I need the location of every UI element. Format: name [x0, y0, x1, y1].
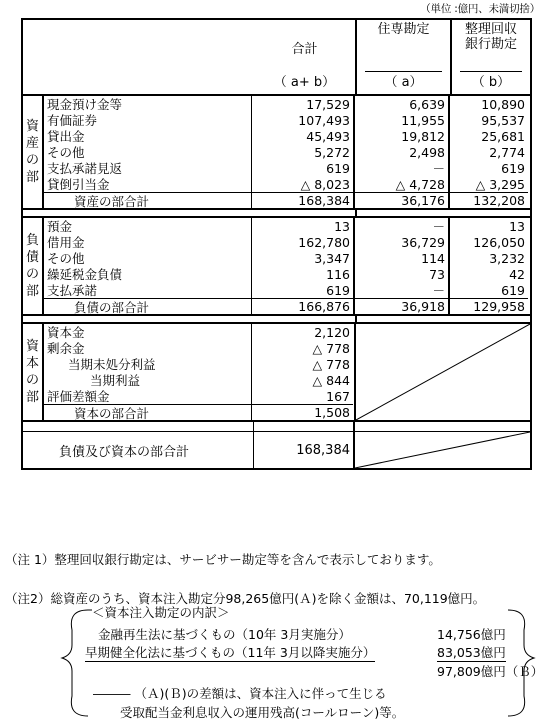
liabilities-total-row: 負債の部合計 166,876 36,918 129,958 [44, 298, 530, 314]
header-total-sub: （ a+ b） [273, 75, 336, 90]
capital-section [23, 324, 530, 422]
note-explanation-2: 受取配当金利息収入の運用残高(コールローン)等。 [120, 705, 405, 720]
table-row: 貸出金 45,493 19,812 25,681 [44, 128, 530, 144]
table-row: 支払承諾見返 619 － 619 [44, 160, 530, 176]
assets-label: 資 産 の 部 [23, 96, 44, 208]
table-row: 資本金 2,120 [44, 324, 530, 340]
note-explanation-1: ――― （Ａ)(Ｂ)の差額は、資本注入に伴って生じる [93, 686, 387, 701]
diagonal-empty-cell [354, 324, 530, 420]
header-rcb-sub: （ b） [471, 75, 511, 90]
unit-note: （単位 :億円、未満切捨） [420, 3, 540, 15]
header-rcb [450, 20, 530, 94]
breakdown-sum: 97,809億円（Ｂ） [437, 664, 544, 679]
header-total [254, 20, 355, 94]
table-row: 有価証券 107,493 11,955 95,537 [44, 112, 530, 128]
assets-section [23, 96, 530, 210]
assets-total-row: 資産の部合計 168,384 36,176 132,208 [44, 192, 530, 208]
header-jusen-sub: （ a） [384, 75, 423, 90]
header-jusen-title: 住専勘定 [377, 22, 430, 37]
table-row: 預金 13 － 13 [44, 218, 530, 234]
table-row: 当期利益 △ 844 [44, 372, 530, 388]
table-row: 現金預け金等 17,529 6,639 10,890 [44, 96, 530, 112]
liabilities-section [23, 218, 530, 316]
header-jusen [355, 20, 450, 94]
table-row: 借用金 162,780 36,729 126,050 [44, 234, 530, 250]
breakdown-line-2-value: 83,053億円 [437, 645, 506, 660]
header-total-title: 合計 [291, 42, 318, 57]
header-rcb-title: 整理回収 銀行勘定 [464, 22, 517, 52]
table-row: 剰余金 △ 778 [44, 340, 530, 356]
grand-total-row: 負債及び資本の部合計 168,384 [23, 432, 530, 468]
table-row: その他 5,272 2,498 2,774 [44, 144, 530, 160]
table-header [23, 20, 530, 96]
balance-sheet-table [21, 18, 532, 470]
table-row: その他 3,347 114 3,232 [44, 250, 530, 266]
breakdown-line-1-label: 金融再生法に基づくもの（10年 3月実施分） [98, 627, 351, 642]
capital-label: 資 本 の 部 [23, 324, 44, 420]
note-2: （注2）総資産のうち、資本注入勘定分98,265億円(Ａ)を除く金額は、70,119億円。 [5, 591, 486, 606]
capital-total-row: 資本の部合計 1,508 [44, 404, 530, 420]
breakdown-line-1-value: 14,756億円 [437, 627, 506, 642]
breakdown-line-2-label: 早期健全化法に基づくもの（11年 3月以降実施分） [85, 645, 376, 660]
note-1: （注 1）整理回収銀行勘定は、サービサー勘定等を含んで表示しております。 [5, 552, 441, 567]
box-title: ＜資本注入勘定の内訳＞ [92, 605, 230, 620]
table-row: 貸倒引当金 △ 8,023 △ 4,728 △ 3,295 [44, 176, 530, 192]
liabilities-label: 負 債 の 部 [23, 218, 44, 314]
table-row: 支払承諾 619 － 619 [44, 282, 530, 298]
table-row: 繰延税金負債 116 73 42 [44, 266, 530, 282]
table-row: 評価差額金 167 [44, 388, 530, 404]
table-row: 当期未処分利益 △ 778 [44, 356, 530, 372]
